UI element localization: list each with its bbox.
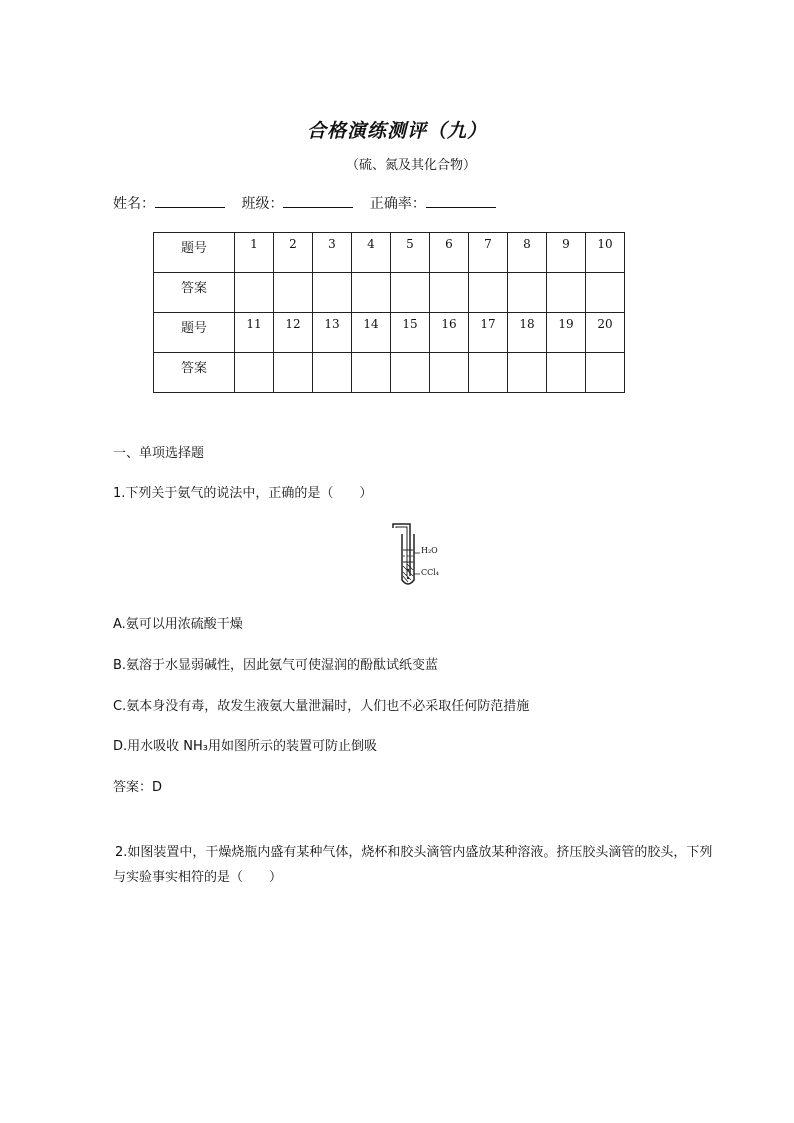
answer-cell[interactable]: [274, 273, 313, 313]
question-number: 8: [508, 233, 547, 273]
answer-cell[interactable]: [274, 353, 313, 393]
accuracy-label: 正确率：: [369, 196, 426, 212]
question-number: 10: [586, 233, 625, 273]
answer-text: 答案：D: [113, 780, 163, 795]
option-a: A.氨可以用浓硫酸干燥: [113, 617, 243, 632]
accuracy-blank[interactable]: [426, 193, 496, 208]
name-label: 姓名：: [113, 196, 155, 212]
answer-cell[interactable]: [391, 273, 430, 313]
answer-cell[interactable]: [508, 273, 547, 313]
option-b: B.氨溶于水显弱碱性，因此氨气可使湿润的酚酞试纸变蓝: [113, 658, 439, 673]
answer-cell[interactable]: [469, 273, 508, 313]
answer-cell[interactable]: [586, 273, 625, 313]
answer-cell[interactable]: [430, 273, 469, 313]
answer-table: [153, 232, 625, 393]
answer-cell[interactable]: [586, 353, 625, 393]
answer-cell[interactable]: [313, 273, 352, 313]
answer-cell[interactable]: [430, 353, 469, 393]
question-number: 7: [469, 233, 508, 273]
question-number: 9: [547, 233, 586, 273]
question-number: 20: [586, 313, 625, 353]
question-number: 14: [352, 313, 391, 353]
question-number: 2: [274, 233, 313, 273]
answer-cell[interactable]: [547, 353, 586, 393]
row-label-answer: 答案: [154, 273, 235, 313]
question-number: 13: [313, 313, 352, 353]
section-heading: 一、单项选择题: [113, 446, 205, 461]
figure-label-water: H₂O: [421, 546, 438, 555]
question-number: 12: [274, 313, 313, 353]
student-info-line: [113, 193, 508, 213]
test-tube-figure: [390, 520, 450, 592]
answer-row-2: [154, 353, 625, 393]
row-label-number: 题号: [154, 313, 235, 353]
figure-label-ccl4: CCl₄: [421, 568, 440, 577]
answer-cell[interactable]: [235, 353, 274, 393]
question-number: 16: [430, 313, 469, 353]
page-title: 合格演练测评（九）: [306, 120, 487, 142]
option-d: D.用水吸收 NH₃用如图所示的装置可防止倒吸: [113, 739, 377, 754]
name-blank[interactable]: [155, 193, 225, 208]
question-number: 6: [430, 233, 469, 273]
answer-cell[interactable]: [469, 353, 508, 393]
answer-cell[interactable]: [547, 273, 586, 313]
question-number: 5: [391, 233, 430, 273]
row-label-number: 题号: [154, 233, 235, 273]
row-label-answer: 答案: [154, 353, 235, 393]
question-number: 17: [469, 313, 508, 353]
answer-cell[interactable]: [391, 353, 430, 393]
question-number: 18: [508, 313, 547, 353]
question-number: 19: [547, 313, 586, 353]
class-label: 班级：: [241, 196, 284, 212]
question-2-text: 2.如图装置中，干燥烧瓶内盛有某种气体，烧杯和胶头滴管内盛放某种溶液。挤压胶头滴管的胶头，下列与实验事实相符的是（ ）: [113, 845, 713, 885]
answer-cell[interactable]: [352, 273, 391, 313]
question-number: 1: [235, 233, 274, 273]
question-number: 4: [352, 233, 391, 273]
answer-row-1: [154, 273, 625, 313]
question-number: 15: [391, 313, 430, 353]
page-subtitle: （硫、氮及其化合物）: [346, 158, 477, 173]
question-1-stem: 1.下列关于氨气的说法中，正确的是（ ）: [113, 486, 373, 501]
question-number: 3: [313, 233, 352, 273]
number-row-2: [154, 313, 625, 353]
option-c: C.氨本身没有毒，故发生液氨大量泄漏时，人们也不必采取任何防范措施: [113, 699, 530, 714]
class-blank[interactable]: [283, 193, 353, 208]
number-row-1: [154, 233, 625, 273]
question-number: 11: [235, 313, 274, 353]
answer-cell[interactable]: [352, 353, 391, 393]
answer-cell[interactable]: [313, 353, 352, 393]
question-2-stem: [113, 815, 723, 890]
answer-cell[interactable]: [235, 273, 274, 313]
answer-cell[interactable]: [508, 353, 547, 393]
